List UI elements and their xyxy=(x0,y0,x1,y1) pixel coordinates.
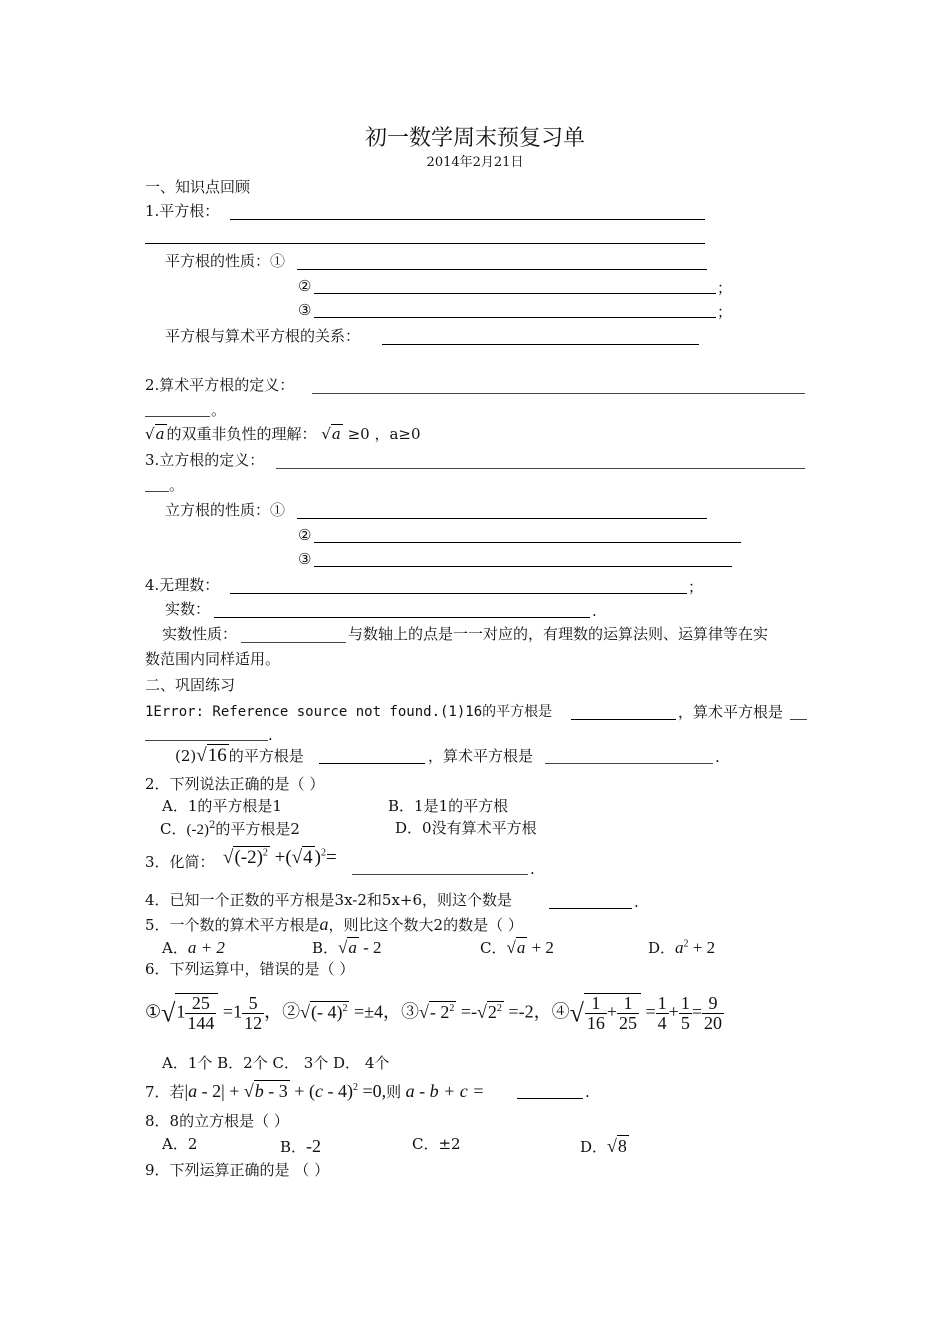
problem-6: 6．下列运算中，错误的是（ ） xyxy=(145,960,355,978)
sqrt-a: √a xyxy=(145,425,165,443)
p1-2-blank-2 xyxy=(545,763,713,764)
real-prop-text-2: 数范围内同样适用。 xyxy=(145,650,281,668)
circle-3: ③ xyxy=(298,550,312,568)
p3-expression: $√(-2)^2 +(√4$ )$^2$= xyxy=(223,847,337,868)
period: . xyxy=(592,602,597,620)
cube-props-label: 立方根的性质：① xyxy=(165,501,286,519)
q2-blank-1 xyxy=(312,393,805,394)
q1-blank-1 xyxy=(230,219,705,220)
p4-blank xyxy=(549,908,632,909)
p5-option-d: D．$a^2 + 2$ xyxy=(648,938,716,957)
circle-2: ② xyxy=(298,526,312,544)
sqrt-prop-blank-2 xyxy=(314,293,716,294)
period: . xyxy=(585,1083,590,1101)
p2-option-c: C．$(-2)^2$的平方根是2 xyxy=(160,820,300,838)
q3-end: 。 xyxy=(169,476,185,494)
section2-heading: 二、巩固练习 xyxy=(145,676,236,694)
p8-option-c: C．±2 xyxy=(412,1135,461,1153)
problem-2: 2．下列说法正确的是（ ） xyxy=(145,775,325,793)
problem-9: 9．下列运算正确的是 （ ） xyxy=(145,1161,330,1179)
p5-option-a: A．a + 2 xyxy=(162,938,225,957)
relation-blank xyxy=(382,344,699,345)
sqrt-a-2: √a xyxy=(321,425,341,443)
q3-label: 3.立方根的定义： xyxy=(145,451,265,469)
q2-end: 。 xyxy=(211,401,227,419)
period: . xyxy=(634,893,639,911)
sqrt-prop-blank-3 xyxy=(314,317,716,318)
q4-blank xyxy=(230,593,687,594)
q3-blank-1 xyxy=(276,468,805,469)
q1-label: 1.平方根： xyxy=(145,202,220,220)
p5-option-b: B．√a - 2 xyxy=(312,938,382,957)
p1-2-blank-1 xyxy=(319,763,425,764)
sqrt-prop-blank-1 xyxy=(297,269,707,270)
p2-option-a: A．1的平方根是1 xyxy=(162,797,282,815)
real-blank xyxy=(214,617,590,618)
p8-option-d: D．√8 xyxy=(580,1136,627,1156)
p5-option-c: C．√a + 2 xyxy=(480,938,554,957)
p8-option-a: A．2 xyxy=(162,1135,198,1153)
q2-blank-2 xyxy=(145,416,210,417)
q2-label: 2.算术平方根的定义： xyxy=(145,376,295,394)
problem-1-2: (2)√16 的平方根是 xyxy=(175,745,304,766)
sqrt-props-label: 平方根的性质：① xyxy=(165,252,286,270)
q3-blank-2 xyxy=(145,491,169,492)
semicolon: ； xyxy=(717,303,733,321)
p1-blank-3 xyxy=(145,740,268,741)
double-nonneg-line: √a 的双重非负性的理解： √a ≥0 ，a≥0 xyxy=(145,425,421,443)
cube-prop-blank-2 xyxy=(314,542,741,543)
date: 2014年2月21日 xyxy=(426,155,524,170)
p8-option-b: B．-2 xyxy=(280,1136,322,1156)
real-prop-label: 实数性质： xyxy=(162,625,238,643)
p6-options: A．1个 B．2个 C． 3个 D． 4个 xyxy=(162,1054,390,1072)
circle-2: ② xyxy=(298,277,312,295)
cube-prop-blank-1 xyxy=(297,518,707,519)
p2-option-d: D．0没有算术平方根 xyxy=(395,819,537,837)
problem-5: 5．一个数的算术平方根是a，则比这个数大2的数是（ ） xyxy=(145,914,523,934)
section1-heading: 一、知识点回顾 xyxy=(145,178,251,196)
q4-label: 4.无理数： xyxy=(145,576,220,594)
period: . xyxy=(530,860,535,878)
problem-1-1: 1Error: Reference source not found.(1)16的平方根是 xyxy=(145,704,553,720)
p1-2-mid2: ，算术平方根是 xyxy=(428,747,534,765)
page-title: 初一数学周末预复习单 xyxy=(364,126,585,151)
problem-8: 8．8的立方根是（ ） xyxy=(145,1112,289,1130)
real-label: 实数： xyxy=(165,600,211,618)
problem-7: 7．若|a - 2| + √b - 3 + (c - 4)$^2$ =0,则 a - b + c = xyxy=(145,1081,485,1101)
p3-blank xyxy=(352,874,528,875)
semicolon: ； xyxy=(688,578,704,596)
period: . xyxy=(715,748,720,766)
p7-blank xyxy=(517,1098,583,1099)
relation-label: 平方根与算术平方根的关系： xyxy=(165,327,361,345)
p1-blank-2 xyxy=(790,719,807,720)
problem-4: 4．已知一个正数的平方根是3x-2和5x+6，则这个数是 xyxy=(145,891,513,909)
real-prop-text: 与数轴上的点是一一对应的，有理数的运算法则、运算律等在实 xyxy=(348,625,769,643)
cube-prop-blank-3 xyxy=(314,566,732,567)
real-prop-blank xyxy=(241,642,346,643)
p2-option-b: B．1是1的平方根 xyxy=(388,797,509,815)
period: . xyxy=(268,726,273,744)
p1-blank-1 xyxy=(571,719,676,720)
circle-3: ③ xyxy=(298,301,312,319)
p6-expressions: ①√1 $\frac{25}{144}$ =1 $\frac{5}{12}$ ，②√(- 4)$^2$ =±4，③√- $2^2 =-√2^2 =-2$，④√ $\frac{1}{16}$ + $\frac{1}{25}$ = $\frac{1}{4}$ + $\frac{1}{5}$ = $\frac{9}{20}$ xyxy=(145,993,722,1033)
semicolon: ； xyxy=(717,279,733,297)
q1-blank-2 xyxy=(145,243,705,244)
problem-3: 3．化简： xyxy=(145,853,215,871)
p1-mid: ，算术平方根是 xyxy=(678,703,784,721)
